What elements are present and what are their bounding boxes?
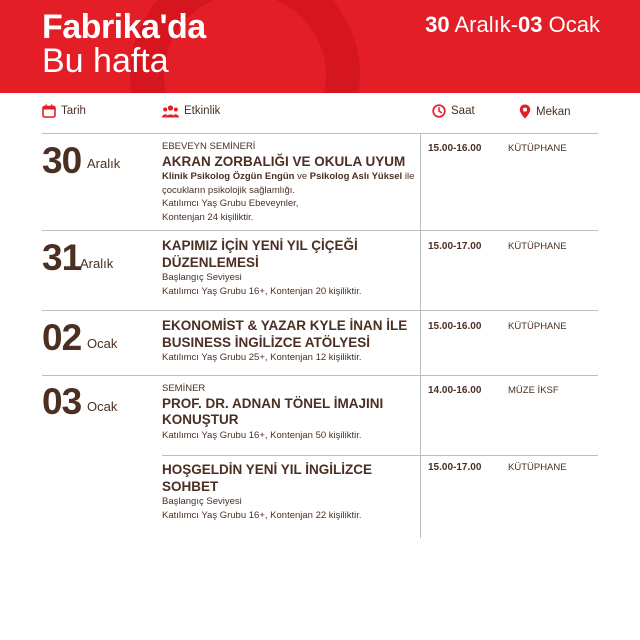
event-item [162,462,420,522]
event-place: KÜTÜPHANE [508,143,567,154]
event-name: PROF. DR. ADNAN TÖNEL İMAJINI KONUŞTUR [162,395,384,427]
event-speaker: Psikolog Aslı Yüksel [309,171,403,182]
column-header-time [432,104,475,118]
event-name: KAPIMIZ İÇİN YENİ YIL ÇİÇEĞİ DÜZENLEMESİ [162,238,358,270]
date-end: 03 [518,12,543,37]
column-header-event [162,104,220,118]
day-month: Ocak [87,336,118,351]
event-item [162,140,420,224]
event-topic: ile çocukların psikolojik sağlamlığı. [162,171,415,196]
event-detail: Katılımcı Yaş Grubu 16+, Kontenjan 20 kişiliktir. [162,285,362,297]
date-start-month: Aralık- [449,12,519,37]
column-label-date: Tarih [61,105,86,117]
date-end-month: Ocak [542,12,600,37]
event-detail: Katılımcı Yaş Grubu 25+, Kontenjan 12 kişiliktir. [162,352,362,363]
event-kind: SEMİNER [162,383,206,394]
day-month: Ocak [87,399,118,414]
row-divider [162,455,598,456]
column-header-date [42,104,86,118]
event-detail: Katılımcı Yaş Grubu Ebeveynler, [162,198,299,209]
event-detail: Katılımcı Yaş Grubu 16+, Kontenjan 50 kişiliktir. [162,429,362,441]
event-name: AKRAN ZORBALIĞI VE OKULA UYUM [162,153,406,169]
event-time: 14.00-16.00 [428,385,482,396]
event-detail: Katılımcı Yaş Grubu 16+, Kontenjan 22 kişiliktir. [162,509,362,521]
day-number: 30 [42,140,82,181]
event-name: HOŞGELDİN YENİ YIL İNGİLİZCE SOHBET [162,462,373,494]
column-label-time: Saat [451,105,475,117]
date-start: 30 [425,12,450,37]
column-header-place [519,104,571,119]
event-time: 15.00-16.00 [428,143,482,154]
event-item [162,238,420,298]
event-name: EKONOMİST & YAZAR KYLE İNAN İLE BUSINESS İNGİLİZCE ATÖLYESİ [162,318,408,350]
event-item [162,318,420,365]
event-place: MÜZE İKSF [508,385,559,396]
event-place: KÜTÜPHANE [508,241,567,252]
event-place: KÜTÜPHANE [508,462,567,473]
column-label-place: Mekan [536,105,571,118]
day-month: Aralık [87,156,121,171]
row-divider [42,133,598,134]
event-detail: Kontenjan 24 kişiliktir. [162,211,254,223]
day-number: 03 [42,381,82,422]
event-time: 15.00-16.00 [428,321,482,332]
day-number: 31 [42,237,82,278]
column-divider [420,133,421,538]
title-line-2: Bu hafta [42,42,169,80]
day-month: Aralık [80,256,114,271]
event-speaker: Klinik Psikolog Özgün Engün [162,171,295,182]
title-line-1: Fabrika'da [42,8,206,46]
location-pin-icon [519,104,531,119]
event-description [162,170,420,197]
day-number: 02 [42,317,82,358]
row-divider [42,375,598,376]
event-connector: ve [294,171,310,182]
event-detail: Başlangıç Seviyesi [162,496,242,507]
calendar-icon [42,104,56,118]
event-place: KÜTÜPHANE [508,321,567,332]
event-kind: EBEVEYN SEMİNERİ [162,141,256,152]
clock-icon [432,104,446,118]
event-time: 15.00-17.00 [428,462,482,473]
header-banner [0,0,640,93]
event-time: 15.00-17.00 [428,241,482,252]
row-divider [42,230,598,231]
row-divider [42,310,598,311]
column-label-event: Etkinlik [184,105,221,117]
event-item [162,382,420,442]
date-range [425,12,600,38]
event-detail: Başlangıç Seviyesi [162,272,242,283]
people-icon [162,104,179,118]
